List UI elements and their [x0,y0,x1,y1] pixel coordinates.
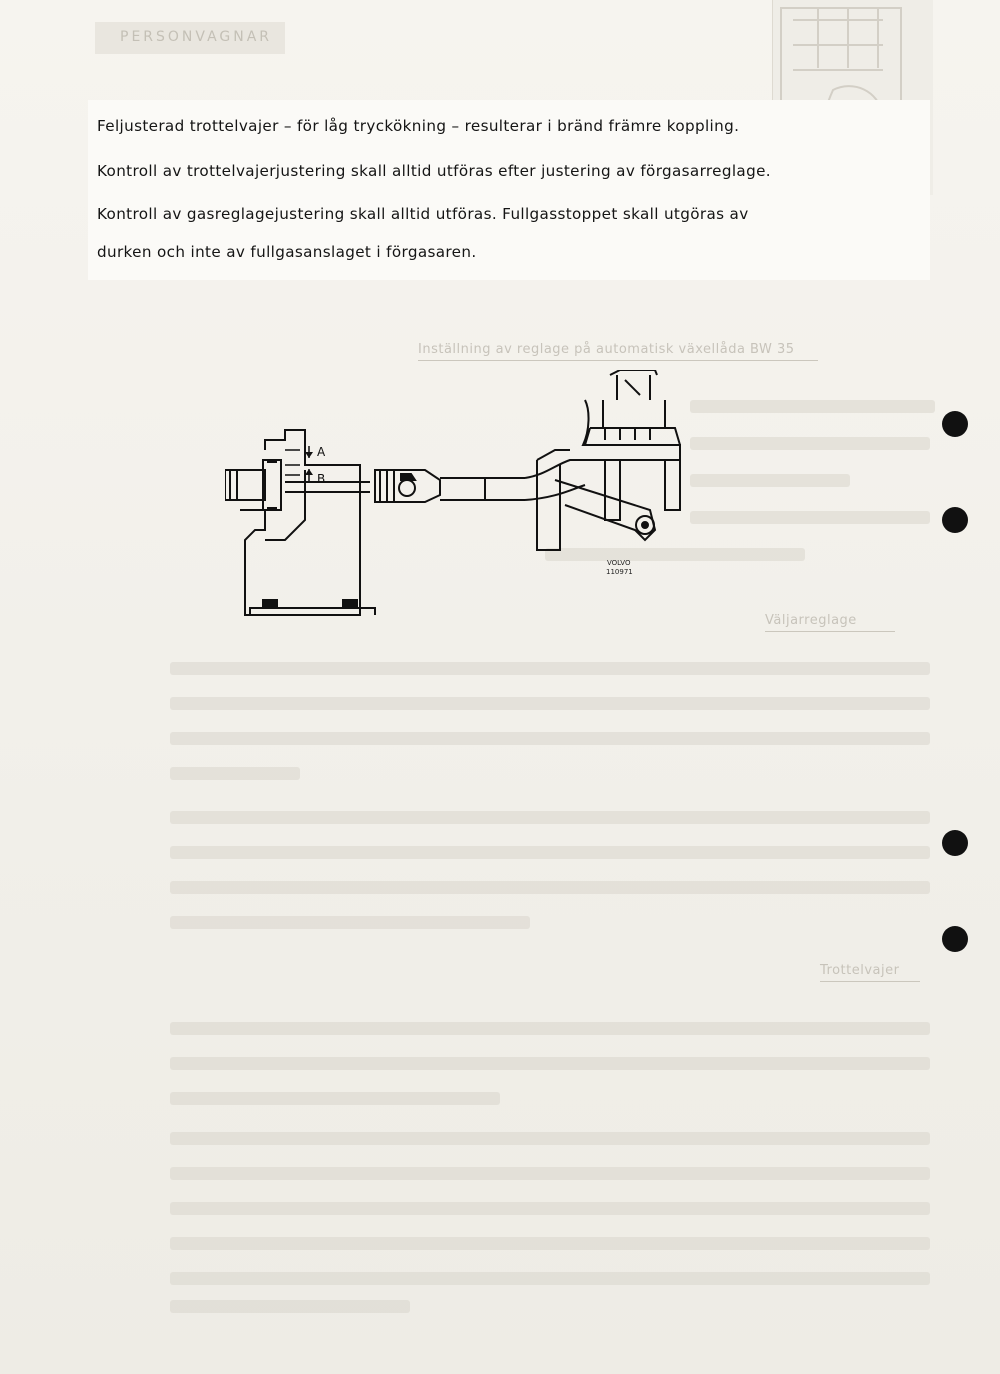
ghost-line [170,1132,930,1145]
throttle-cable-diagram [225,370,695,634]
text-line-1: Feljusterad trottelvajer – för låg tryckökning – resulterar i bränd främre koppling. [97,117,740,135]
dimension-a-label: A [317,445,326,459]
ghost-heading-2: Väljarreglage [765,613,857,628]
ghost-heading-3: Trottelvajer [820,963,900,978]
ghost-line [170,881,930,894]
ghost-line [170,1272,930,1285]
ghost-line [170,1022,930,1035]
ghost-line [170,1237,930,1250]
ghost-heading-1: Inställning av reglage på automatisk växellåda BW 35 [418,342,795,357]
ghost-line [170,1057,930,1070]
ghost-line [170,1092,500,1105]
binder-hole [942,507,968,533]
ghost-line [170,767,300,780]
ghost-underline [418,360,818,361]
dimension-b-label: B [317,472,326,486]
ghost-line [690,474,850,487]
ghost-line [170,811,930,824]
ghost-line [690,437,930,450]
ghost-line [170,1167,930,1180]
ghost-line [690,511,930,524]
ghost-line [170,1202,930,1215]
figure-number: 110971 [606,568,633,576]
ghost-line [170,697,930,710]
ghost-line [170,732,930,745]
ghost-section-tab: PERSONVAGNAR [95,22,285,54]
text-line-4: durken och inte av fullgasanslaget i förgasaren. [97,243,477,261]
ghost-line [170,916,530,929]
binder-hole [942,926,968,952]
ghost-line [690,400,935,413]
ghost-line [170,662,930,675]
ghost-line [170,1300,410,1313]
ghost-line [170,846,930,859]
binder-hole [942,411,968,437]
text-line-3: Kontroll av gasreglagejustering skall alltid utföras. Fullgasstoppet skall utgöras av [97,205,749,223]
text-line-2: Kontroll av trottelvajerjustering skall alltid utföras efter justering av förgasarreglage. [97,162,771,180]
figure-maker: VOLVO [607,559,631,567]
binder-hole [942,830,968,856]
ghost-underline [820,981,920,982]
ghost-underline [765,631,895,632]
